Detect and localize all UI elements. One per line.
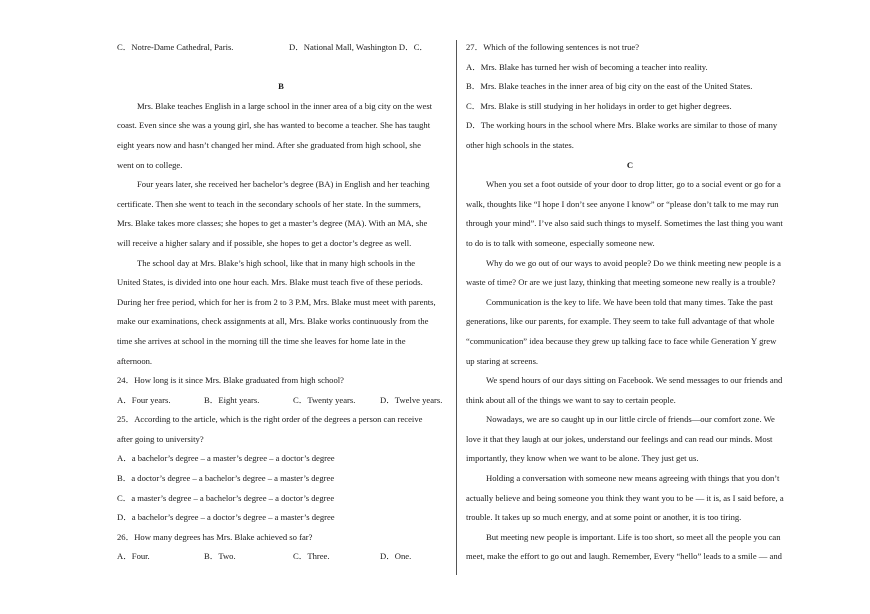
passage-line: Communication is the key to life. We have been told that many times. Take the past <box>486 296 773 307</box>
passage-line: We spend hours of our days sitting on Facebook. We send messages to our friends and <box>486 375 783 386</box>
passage-line: United States, is divided into one hour each. Mrs. Blake must teach five of these periods. <box>117 277 423 288</box>
passage-line: up staring at screens. <box>466 355 539 366</box>
passage-line: actually believe and being someone you think they want you to be — it is, as I said before, a <box>466 492 784 503</box>
passage-line: afternoon. <box>117 355 153 366</box>
passage-line: When you set a foot outside of your door to drop litter, go to a social event or go for a <box>486 179 781 190</box>
option-b[interactable]: B．Eight years. <box>204 394 260 405</box>
passage-line: During her free period, which for her is from 2 to 3 P.M, Mrs. Blake must meet with parents, <box>117 296 436 307</box>
option-d: D．National Mall, Washington D．C． <box>289 42 429 52</box>
option-b[interactable]: B．a doctor’s degree – a bachelor’s degree – a master’s degree <box>117 473 335 484</box>
question-25: 25．According to the article, which is the right order of the degrees a person can receive <box>117 414 423 425</box>
passage-line: coast. Even since she was a young girl, she has wanted to become a teacher. She has taught <box>117 120 431 131</box>
question-24-options <box>117 391 445 411</box>
passage-line: waste of time? Or are we just lazy, thinking that meeting someone new really is a trouble? <box>466 277 776 288</box>
passage-line: trouble. It takes up so much energy, and at some point or another, it is too tiring. <box>466 512 742 523</box>
option-a[interactable]: A．Mrs. Blake has turned her wish of becoming a teacher into reality. <box>466 61 708 72</box>
passage-line: But meeting new people is important. Life is too short, so meet all the people you can <box>486 531 781 542</box>
option-d[interactable]: D．a bachelor’s degree – a doctor’s degree – a master’s degree <box>117 512 335 523</box>
question-26: 26．How many degrees has Mrs. Blake achieved so far? <box>117 531 313 542</box>
section-title-c: C <box>626 159 634 170</box>
passage-line: Nowadays, we are so caught up in our little circle of friends—our comfort zone. We <box>486 414 775 425</box>
passage-b <box>117 97 445 371</box>
option-c[interactable]: C．a master’s degree – a bachelor’s degree – a doctor’s degree <box>117 492 335 503</box>
passage-line: generations, like our parents, for example. They seem to take full advantage of that whole <box>466 316 775 327</box>
passage-line: Mrs. Blake takes more classes; she hopes to get a master’s degree (MA). With an MA, she <box>117 218 428 229</box>
option-c[interactable]: C．Twenty years. <box>293 394 356 405</box>
option-b[interactable]: B．Two. <box>204 551 236 562</box>
question-26-options <box>117 547 445 567</box>
passage-line: Holding a conversation with someone new means agreeing with things that you don’t <box>486 473 780 484</box>
passage-line: importantly, they know when we want to be alone. They just get us. <box>466 453 699 464</box>
passage-line: certificate. Then she went to teach in the secondary schools of her state. In the summers, <box>117 198 421 209</box>
passage-line: “communication” idea because they grew up talking face to face while Generation Y grew <box>466 335 777 346</box>
passage-line: make our examinations, check assignments at all, Mrs. Blake works continuously from the <box>117 316 429 327</box>
option-d[interactable]: D．One. <box>380 551 412 562</box>
passage-line: Why do we go out of our ways to avoid people? Do we think meeting new people is a <box>486 257 781 268</box>
passage-line: to do is to talk with someone, especially someone new. <box>466 237 655 248</box>
right-column <box>466 38 794 567</box>
passage-line: through your mind”. I’ve also said such things to myself. Sometimes the last thing you want <box>466 218 783 229</box>
passage-line: went on to college. <box>117 159 183 170</box>
option-d-continued: other high schools in the states. <box>466 139 574 150</box>
passage-line: meet, make the effort to go out and laugh. Remember, Every “hello” leads to a smile — and <box>466 551 782 562</box>
option-d[interactable]: D．Twelve years. <box>380 394 443 405</box>
spacer <box>117 58 445 78</box>
option-d[interactable]: D．The working hours in the school where Mrs. Blake works are similar to those of many <box>466 120 778 131</box>
column-divider <box>456 40 457 575</box>
option-c[interactable]: C．Mrs. Blake is still studying in her holidays in order to get higher degrees. <box>466 100 732 111</box>
option-a[interactable]: A．Four. <box>117 551 150 562</box>
passage-line: Four years later, she received her bachelor’s degree (BA) in English and her teaching <box>137 179 430 190</box>
option-a[interactable]: A．Four years. <box>117 394 171 405</box>
passage-line: will receive a higher salary and if possible, she hopes to get a doctor’s degree as well. <box>117 237 412 248</box>
section-title-b: B <box>278 81 284 92</box>
left-column <box>117 38 445 567</box>
question-27: 27．Which of the following sentences is not true? <box>466 42 640 52</box>
option-c: C．Notre-Dame Cathedral, Paris. <box>117 42 234 52</box>
option-c[interactable]: C．Three. <box>293 551 330 562</box>
option-b[interactable]: B．Mrs. Blake teaches in the inner area of big city on the east of the United States. <box>466 81 753 92</box>
passage-line: walk, thoughts like “I hope I don’t see anyone I know” or “please don’t talk to me may run <box>466 198 779 209</box>
passage-c <box>466 175 794 567</box>
passage-line: time she arrives at school in the morning till the time she leaves for home late in the <box>117 335 406 346</box>
passage-line: think about all of the things we want to say to certain people. <box>466 394 676 405</box>
question-25-continued: after going to university? <box>117 433 204 444</box>
option-a[interactable]: A．a bachelor’s degree – a master’s degree – a doctor’s degree <box>117 453 335 464</box>
passage-line: eight years now and hasn’t changed her mind. After she graduated from high school, she <box>117 139 421 150</box>
question-24: 24．How long is it since Mrs. Blake graduated from high school? <box>117 375 344 386</box>
passage-line: Mrs. Blake teaches English in a large school in the inner area of a big city on the west <box>137 100 433 111</box>
passage-line: The school day at Mrs. Blake’s high school, like that in many high schools in the <box>137 257 416 268</box>
question-23-options <box>117 38 445 58</box>
passage-line: love it that they laugh at our jokes, understand our feelings and can read our minds. Most <box>466 433 773 444</box>
